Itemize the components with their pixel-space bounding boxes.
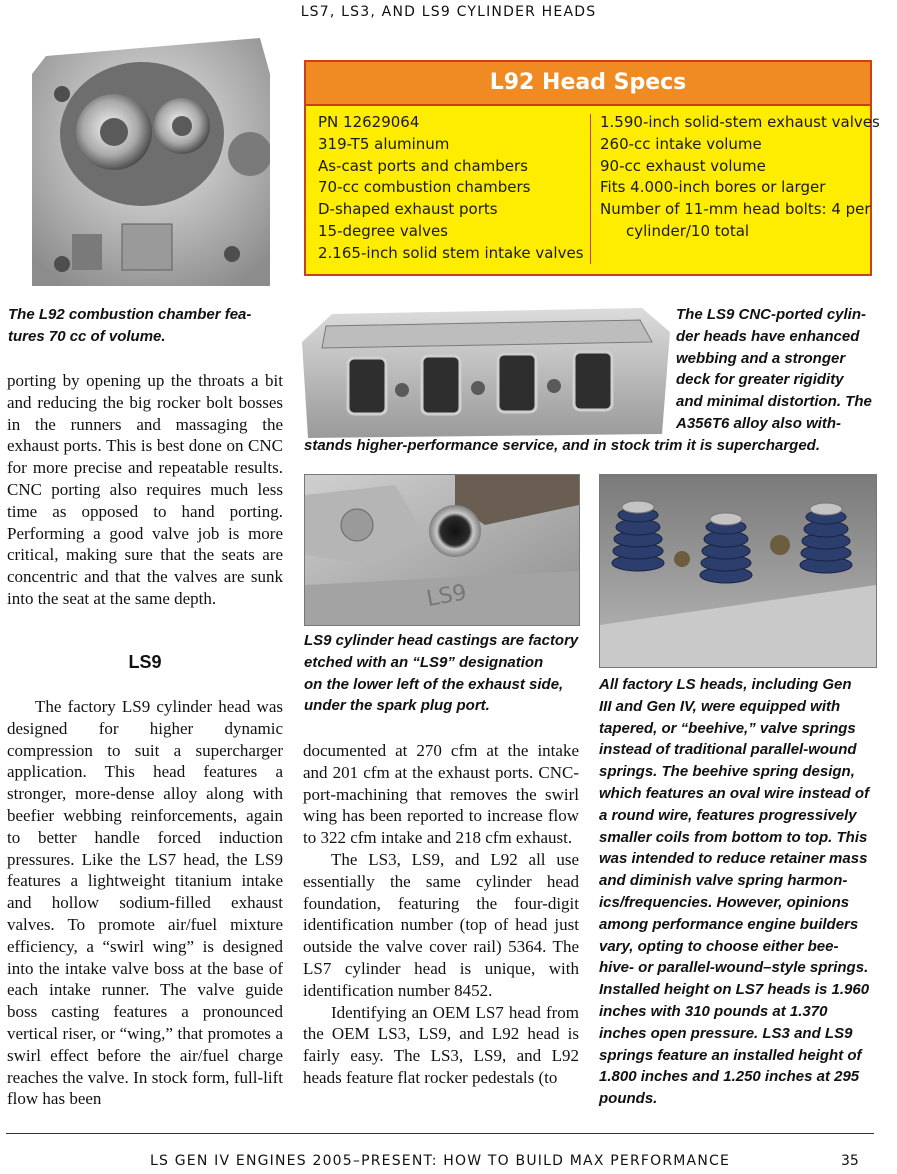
body-paragraph: The factory LS9 cylinder head was designed for higher dynamic compression to suit a supercharger application. This head features a stronger, more-dense alloy along with beefier webbing reinforcements, again to better handle forced induction pressures. Like the LS7 head, the LS9 features a lightweight titanium intake and hollow sodium-filled exhaust valves. To promote air/fuel mixture efficiency, a “swirl wing” is designed into the intake valve boss at the base of each intake runner. The valve guide boss casting features a pronounced vertical riser, or “wing,” that promotes a swirl effect before the air/fuel charge reaches the valve. In stock form, full-lift flow has been [7, 697, 283, 1109]
running-head: LS7, LS3, AND LS9 CYLINDER HEADS [300, 4, 597, 20]
spec-item: 70-cc combustion chambers [318, 178, 531, 197]
ls9-etched-casting-photo [304, 474, 580, 626]
spec-item: D-shaped exhaust ports [318, 200, 498, 219]
sidebar-divider [590, 114, 591, 264]
ls9-cnc-head-photo [302, 302, 670, 440]
l92-specs-sidebar [304, 60, 880, 276]
spec-item: 260-cc intake volume [600, 134, 762, 153]
body-column-1-ls9 [7, 696, 283, 1110]
l92-combustion-chamber-photo [32, 34, 270, 286]
beehive-springs-photo [599, 474, 877, 668]
body-paragraph: documented at 270 cfm at the intake and 201 cfm at the exhaust ports. CNC-port-machining that removes the swirl wing has been reported to increase flow to 322 cfm intake and 218 cfm exhaust. [303, 741, 579, 848]
spec-item: 1.590-inch solid-stem exhaust valves [600, 113, 880, 131]
spec-item: Fits 4.000-inch bores or larger [600, 178, 826, 197]
spec-item: PN 12629064 [318, 113, 420, 131]
spec-item: 319-T5 aluminum [318, 134, 450, 153]
sidebar-right-list [600, 112, 880, 243]
sidebar-title: L92 Head Specs [306, 62, 870, 106]
caption-ls9-cnc: The LS9 CNC-ported cylin- der heads have enhanced webbing and a stronger deck for greater rigidity and minimal distortion. The A356T6 alloy also with- [676, 306, 872, 432]
spec-item: 2.165-inch solid stem intake valves [318, 243, 584, 262]
body-column-1-top [7, 370, 283, 610]
footer-rule [6, 1133, 874, 1134]
caption-ls9-cnc-continued: stands higher-performance service, and in stock trim it is supercharged. [304, 437, 820, 454]
body-paragraph: porting by opening up the throats a bit and reducing the big rocker bolt bosses in the runners and massaging the exhaust ports. This is best done on CNC for more precise and repeatable results. CNC porting also requires much less time as opposed to hand porting. Performing a good valve job is more critical, making sure that the seats are concentric and that the valves are sunk into the seat at the same depth. [7, 371, 283, 608]
body-column-2 [303, 740, 579, 1089]
ls9-etch-mark: LS9 [424, 580, 469, 612]
caption-ls9-etched: LS9 cylinder head castings are factory etched with an “LS9” designation on the lower left of the exhaust side, under the spark plug port. [304, 632, 579, 715]
footer-title: LS GEN IV ENGINES 2005–PRESENT: HOW TO BUILD MAX PERFORMANCE [150, 1153, 731, 1169]
page-number: 35 [841, 1153, 859, 1169]
caption-beehive-springs: All factory LS heads, including Gen III and Gen IV, were equipped with tapered, or “beehive,” valve springs instead of traditional parallel-wound springs. The beehive spring design, which features an oval wire instead of a round wire, features progressively smaller coils from bottom to top. This was intended to reduce retainer mass and diminish valve spring harmon- ics/frequencies. However, opinions among performance engine builders vary, opting to choose either bee- hive- or parallel-wound–style springs. Installed height on LS7 heads is 1.960 inches with 310 pounds at 1.370 inches open pressure. LS3 and LS9 springs feature an installed height of 1.800 inches and 1.250 inches at 295 pounds. [599, 676, 870, 1108]
spec-item: 90-cc exhaust volume [600, 156, 766, 175]
spec-item: 15-degree valves [318, 221, 448, 240]
sidebar-left-list [318, 112, 584, 265]
spec-item: As-cast ports and chambers [318, 156, 528, 175]
body-paragraph: Identifying an OEM LS7 head from the OEM LS3, LS9, and L92 head is fairly easy. The LS3, LS9, and L92 heads feature flat rocker pedestals (to [303, 1002, 579, 1087]
spec-item: cylinder/10 total [626, 221, 750, 240]
body-paragraph: The LS3, LS9, and L92 all use essentially the same cylinder head foundation, featuring the four-digit identification number (top of head just outside the valve cover rail) 5364. The LS7 cylinder head is unique, with identification number 8452. [303, 849, 579, 1000]
caption-l92-chamber: The L92 combustion chamber fea- tures 70 cc of volume. [8, 306, 252, 345]
spec-item: Number of 11-mm head bolts: 4 per [600, 200, 871, 219]
section-heading-ls9: LS9 [128, 652, 162, 672]
